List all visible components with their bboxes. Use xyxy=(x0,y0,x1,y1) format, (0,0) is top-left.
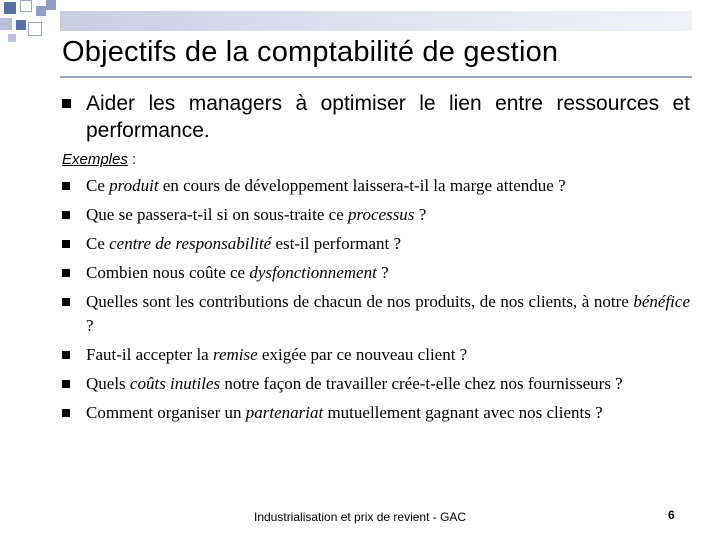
decor-square-2 xyxy=(20,0,32,12)
decor-square-3 xyxy=(36,6,46,16)
item-keyword: processus xyxy=(348,205,415,224)
square-bullet-icon xyxy=(62,240,70,248)
square-bullet-icon xyxy=(62,211,70,219)
decor-square-6 xyxy=(28,22,42,36)
square-bullet-icon xyxy=(62,99,71,108)
item-keyword: dysfonctionnement xyxy=(249,263,377,282)
list-item xyxy=(62,343,690,367)
item-text: exigée par ce nouveau client ? xyxy=(257,345,468,364)
footer-text: Industrialisation et prix de revient - GAC xyxy=(254,510,467,524)
list-item xyxy=(62,174,690,198)
decor-square-4 xyxy=(0,18,12,30)
item-text: ? xyxy=(376,263,389,282)
square-bullet-icon xyxy=(62,409,70,417)
item-text: Quelles sont les contributions de chacun de nos produits, de nos clients, à notre xyxy=(86,292,634,311)
header-bar xyxy=(60,11,692,31)
square-bullet-icon xyxy=(62,182,70,190)
item-keyword: remise xyxy=(212,345,258,364)
decor-square-8 xyxy=(8,34,16,42)
square-bullet-icon xyxy=(62,380,70,388)
item-keyword: partenariat xyxy=(245,403,324,422)
item-text: Combien nous coûte ce xyxy=(86,263,250,282)
examples-list xyxy=(62,174,690,430)
list-item xyxy=(62,290,690,338)
item-text: Ce xyxy=(86,234,110,253)
item-text: notre façon de travailler crée-t-elle chez nos fournisseurs ? xyxy=(220,374,623,393)
item-text: Faut-il accepter la xyxy=(86,345,213,364)
title-underline xyxy=(60,76,692,78)
main-point xyxy=(62,90,690,144)
decor-square-7 xyxy=(46,0,56,10)
item-text: Que se passera-t-il si on sous-traite ce xyxy=(86,205,348,224)
item-text: Ce xyxy=(86,176,110,195)
decor-square-5 xyxy=(16,20,26,30)
item-text: mutuellement gagnant avec nos clients ? xyxy=(323,403,603,422)
list-item xyxy=(62,203,690,227)
list-item xyxy=(62,261,690,285)
examples-colon: : xyxy=(127,151,137,168)
main-point-text: Aider les managers à optimiser le lien entre ressources et performance. xyxy=(86,92,690,142)
item-keyword: centre de responsabilité xyxy=(109,234,272,253)
item-text: en cours de développement laissera-t-il la marge attendue ? xyxy=(158,176,566,195)
item-text: est-il performant ? xyxy=(271,234,402,253)
slide-title: Objectifs de la comptabilité de gestion xyxy=(62,36,559,68)
examples-label: Exemples xyxy=(62,151,128,168)
examples-heading xyxy=(62,151,136,168)
item-keyword: bénéfice xyxy=(633,292,690,311)
list-item xyxy=(62,372,690,396)
list-item xyxy=(62,401,690,425)
list-item xyxy=(62,232,690,256)
item-keyword: coûts inutiles xyxy=(129,374,221,393)
square-bullet-icon xyxy=(62,351,70,359)
item-text: Comment organiser un xyxy=(86,403,246,422)
item-text: Quels xyxy=(86,374,130,393)
square-bullet-icon xyxy=(62,269,70,277)
square-bullet-icon xyxy=(62,298,70,306)
item-text: ? xyxy=(414,205,427,224)
decor-square-1 xyxy=(4,2,16,14)
item-keyword: produit xyxy=(109,176,159,195)
item-text: ? xyxy=(86,316,94,335)
page-number: 6 xyxy=(668,508,675,522)
